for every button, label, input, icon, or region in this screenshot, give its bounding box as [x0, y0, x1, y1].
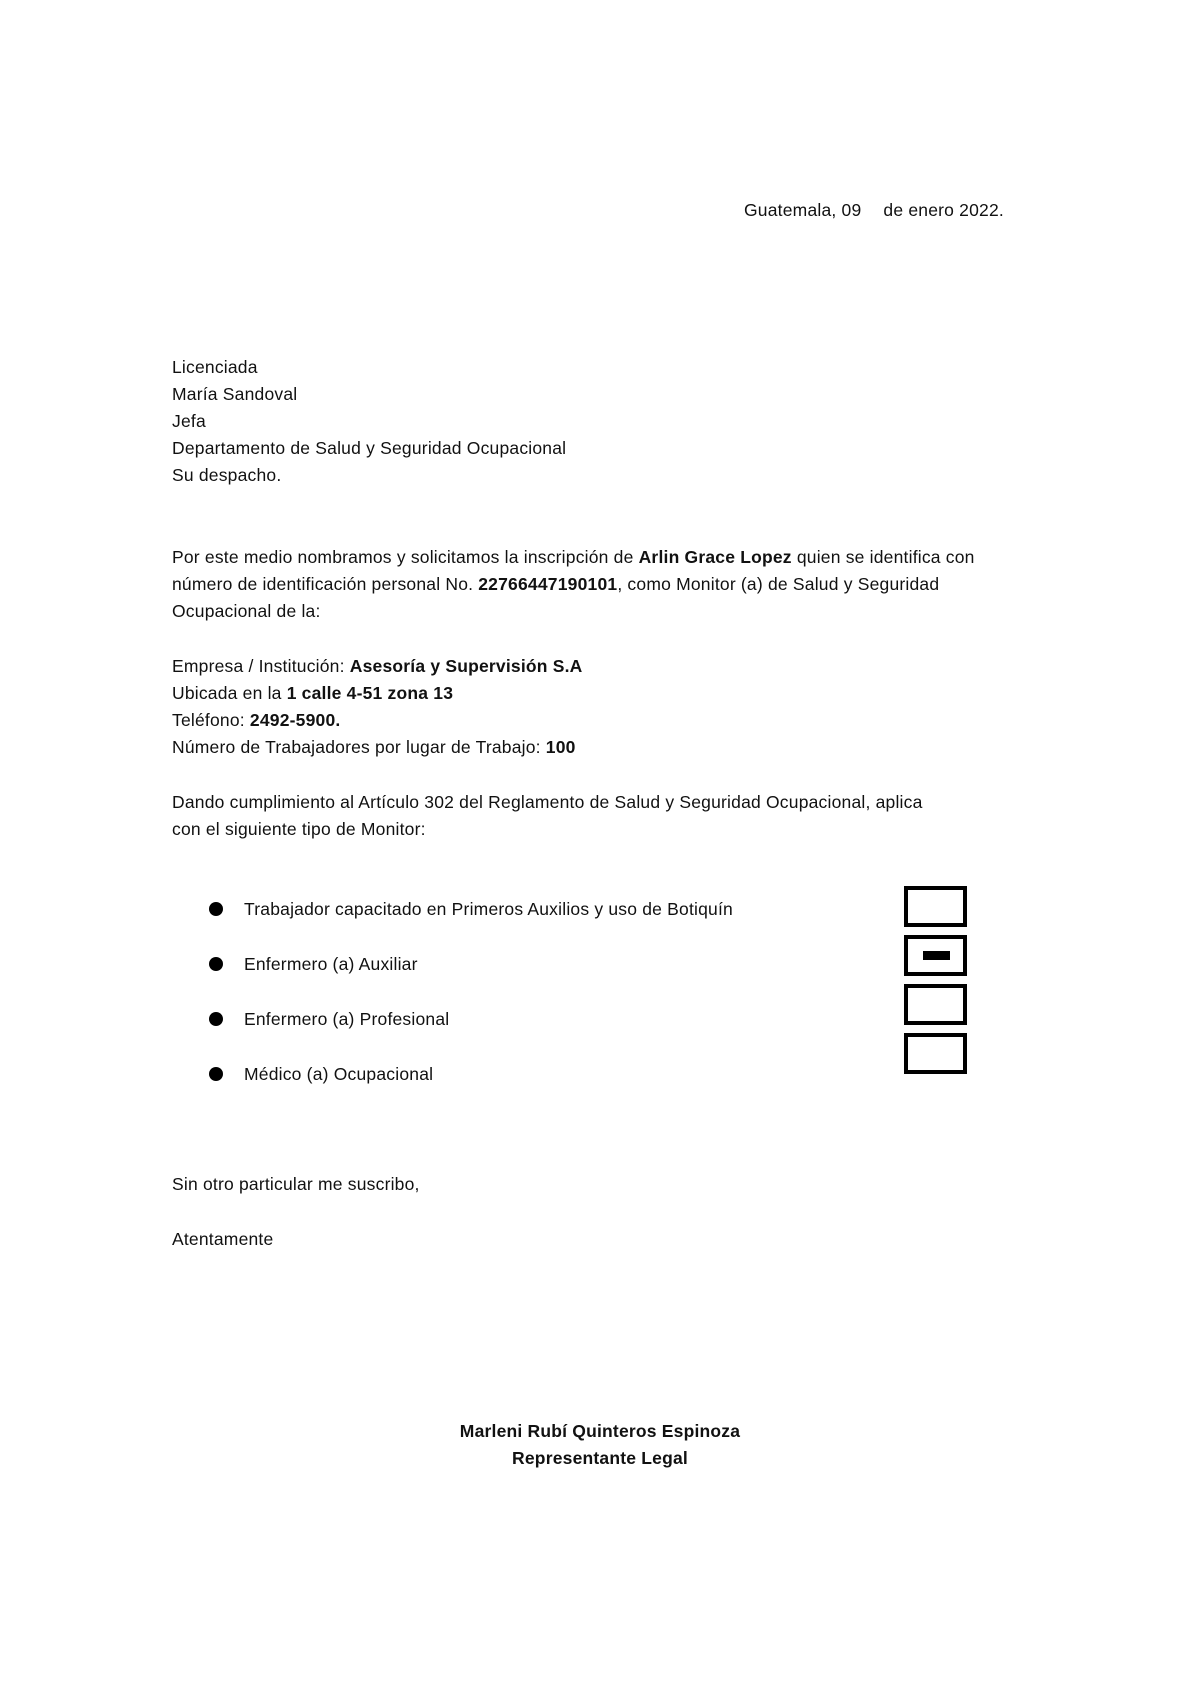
- body-text: Por este medio nombramos y solicitamos la inscripción de: [172, 547, 639, 567]
- bullet-icon: [209, 902, 223, 916]
- option-checkbox-2[interactable]: [904, 935, 967, 976]
- recipient-name: María Sandoval: [172, 384, 298, 404]
- body-text: número de identificación personal No.: [172, 574, 479, 594]
- option-label-2: Enfermero (a) Auxiliar: [244, 954, 418, 974]
- article-line-1: Dando cumplimiento al Artículo 302 del Reglamento de Salud y Seguridad Ocupacional, aplica: [172, 792, 923, 812]
- option-label-1: Trabajador capacitado en Primeros Auxilios y uso de Botiquín: [244, 899, 733, 919]
- option-checkbox-4[interactable]: [904, 1033, 967, 1074]
- company-label: Empresa / Institución:: [172, 656, 350, 676]
- company-line: [172, 655, 583, 677]
- monitor-name: Arlin Grace Lopez: [638, 547, 792, 567]
- workers-value: 100: [545, 737, 576, 757]
- bullet-icon: [209, 1067, 223, 1081]
- workers-label: Número de Trabajadores por lugar de Trabajo:: [172, 737, 546, 757]
- date-city: Guatemala, 09: [744, 200, 862, 220]
- recipient-closing: Su despacho.: [172, 465, 282, 485]
- body-line-1: [172, 546, 975, 568]
- article-line-2: con el siguiente tipo de Monitor:: [172, 819, 426, 839]
- phone-label: Teléfono:: [172, 710, 250, 730]
- body-text: quien se identifica con: [791, 547, 975, 567]
- signature-role: Representante Legal: [512, 1448, 688, 1468]
- phone-value: 2492-5900.: [249, 710, 341, 730]
- body-line-2: [172, 573, 939, 595]
- bullet-icon: [209, 1012, 223, 1026]
- option-checkbox-1[interactable]: [904, 886, 967, 927]
- location-label: Ubicada en la: [172, 683, 287, 703]
- date-line: [744, 199, 1004, 221]
- recipient-position: Jefa: [172, 411, 206, 431]
- location-value: 1 calle 4-51 zona 13: [286, 683, 454, 703]
- phone-line: [172, 709, 340, 731]
- closing-line: Sin otro particular me suscribo,: [172, 1174, 420, 1194]
- checkbox-mark: [923, 951, 950, 960]
- location-line: [172, 682, 453, 704]
- date-rest: de enero 2022.: [883, 200, 1004, 220]
- body-text: , como Monitor (a) de Salud y Seguridad: [617, 574, 940, 594]
- recipient-department: Departamento de Salud y Seguridad Ocupacional: [172, 438, 567, 458]
- id-number: 22766447190101: [478, 574, 618, 594]
- bullet-icon: [209, 957, 223, 971]
- option-checkbox-3[interactable]: [904, 984, 967, 1025]
- body-line-3: Ocupacional de la:: [172, 601, 321, 621]
- signature-name: Marleni Rubí Quinteros Espinoza: [459, 1421, 741, 1441]
- workers-line: [172, 736, 576, 758]
- company-value: Asesoría y Supervisión S.A: [349, 656, 583, 676]
- atentamente: Atentamente: [172, 1229, 274, 1249]
- recipient-title: Licenciada: [172, 357, 258, 377]
- option-label-3: Enfermero (a) Profesional: [244, 1009, 450, 1029]
- option-label-4: Médico (a) Ocupacional: [244, 1064, 434, 1084]
